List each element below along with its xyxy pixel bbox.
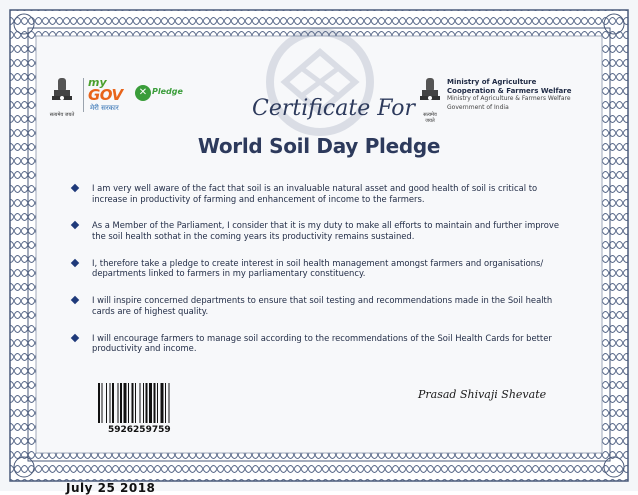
national-emblem-right: [418, 76, 442, 124]
ministry-block: [447, 78, 597, 112]
barcode: [96, 383, 218, 423]
diamond-bullet-icon: [71, 296, 79, 304]
watermark-emblem: [220, 22, 420, 142]
mygov-hindi-text: मेरी सरकार: [90, 104, 119, 112]
emblem-caption: सत्यमेव जयते: [49, 112, 75, 118]
pledge-badge-icon: ✕: [135, 85, 151, 101]
pledge-text: As a Member of the Parliament, I consider that it is my duty to make all efforts to maintain and further improve the soil health sothat in the coming years its productivity remains sustained.: [92, 220, 560, 241]
ministry-line-3: Ministry of Agriculture & Farmers Welfare: [447, 95, 571, 102]
pledge-word: Pledge: [152, 87, 183, 96]
ministry-line-1: Ministry of Agriculture: [447, 78, 537, 86]
lion-capital-icon: [418, 76, 442, 106]
mygov-gov-text: GOV: [88, 86, 123, 104]
certificate-heading: Certificate For: [252, 96, 416, 121]
pledge-text: I am very well aware of the fact that soil is an invaluable natural asset and good health of soil is critical to increase in productivity of farming and enhancement of income to the farmers.: [92, 183, 538, 204]
pledge-list: [70, 183, 570, 370]
certificate-title: World Soil Day Pledge: [197, 134, 441, 158]
diamond-bullet-icon: [71, 221, 79, 229]
pledge-text: I will inspire concerned departments to ensure that soil testing and recommendations made in the Soil health cards are of highest quality.: [92, 295, 553, 316]
mygov-my-text: my: [88, 76, 107, 89]
pledge-text: I, therefore take a pledge to create interest in soil health management amongst farmers and organisations/ departments linked to farmers in my parliamentary constituency.: [92, 257, 544, 279]
pledge-item: [70, 295, 570, 316]
logo-separator: [83, 78, 84, 112]
pledge-item: [70, 258, 570, 279]
emblem-caption: सत्यमेव जयते: [423, 112, 437, 124]
barcode-number: 5926259759: [108, 425, 171, 435]
pledge-text: I will encourage farmers to manage soil according to the recommendations of the Soil Health Cards for better productivity and income.: [92, 332, 552, 354]
lion-capital-icon: [48, 76, 76, 106]
ministry-line-4: Government of India: [447, 103, 509, 111]
signature: Prasad Shivaji Shevate: [418, 388, 547, 401]
national-emblem-left: [48, 76, 76, 116]
certificate-date: July 25 2018: [66, 481, 156, 495]
diamond-bullet-icon: [71, 184, 79, 192]
pledge-item: [70, 183, 570, 204]
diamond-bullet-icon: [71, 259, 79, 267]
diamond-bullet-icon: [71, 333, 79, 341]
ministry-line-2: Cooperation & Farmers Welfare: [447, 86, 572, 95]
mygov-logo: [88, 76, 198, 116]
pledge-item: [70, 220, 570, 241]
pledge-item: [70, 333, 570, 354]
